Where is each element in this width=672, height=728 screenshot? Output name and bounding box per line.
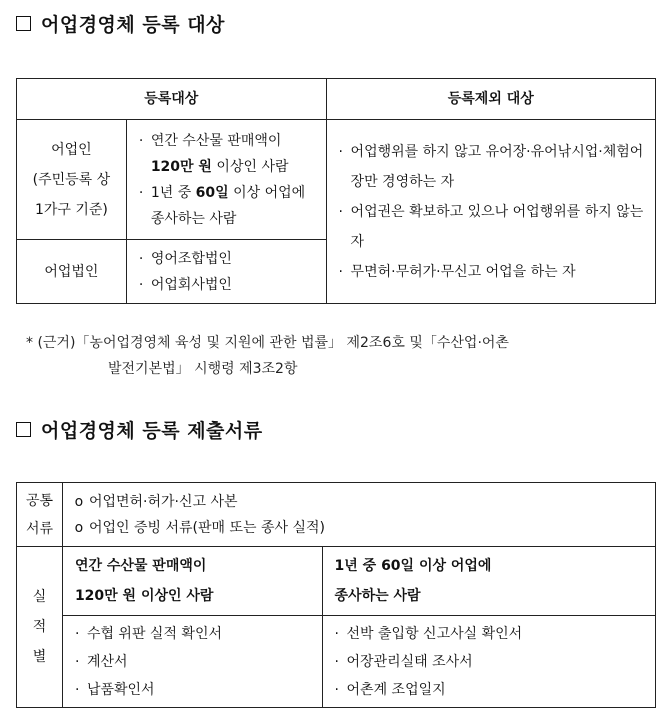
workdays-criteria-header <box>322 547 655 616</box>
sales-criteria-header <box>62 547 322 616</box>
label-common-docs <box>17 483 63 547</box>
registration-target-table <box>16 78 656 304</box>
excluded-item: · 어업권은 확보하고 있으나 어업행위를 하지 않는 자 <box>339 197 647 257</box>
label-line: 공통 <box>25 492 53 509</box>
label-line: 적 <box>32 619 47 635</box>
section2-heading <box>16 416 263 443</box>
header-line: 1년 중 60일 이상 어업에 <box>334 558 492 574</box>
note-line2: 발전기본법」 시행령 제3조2항 <box>108 361 298 377</box>
section1-heading <box>16 10 225 37</box>
workdays-doc-item: · 어장관리실태 조사서 <box>335 648 647 676</box>
label-line: (주민등록 상 <box>32 171 111 188</box>
section2-title: 어업경영체 등록 제출서류 <box>41 420 263 442</box>
sales-doc-item: · 납품확인서 <box>75 676 314 704</box>
sales-docs-list <box>62 616 322 708</box>
corporation-item: · 어업회사법인 <box>139 272 314 298</box>
common-docs-list <box>62 483 655 547</box>
header-line: 연간 수산물 판매액이 <box>74 558 207 574</box>
sales-doc-item: · 계산서 <box>75 648 314 676</box>
header-excluded: 등록제외 대상 <box>326 79 655 120</box>
header-line: 종사하는 사람 <box>334 588 421 604</box>
header-target: 등록대상 <box>17 79 327 120</box>
workdays-docs-list <box>322 616 655 708</box>
excluded-item: · 어업행위를 하지 않고 유어장·유어낚시업·체험어장만 경영하는 자 <box>339 137 647 197</box>
sales-doc-item: · 수협 위판 실적 확인서 <box>75 620 314 648</box>
workdays-doc-item: · 선박 출입항 신고사실 확인서 <box>335 620 647 648</box>
label-corporation: 어업법인 <box>17 240 127 304</box>
header-line: 120만 원 이상인 사람 <box>74 588 214 604</box>
checkbox-square-icon <box>16 422 31 437</box>
common-doc-item: o 어업인 증빙 서류(판매 또는 종사 실적) <box>69 515 647 541</box>
label-individual-docs <box>17 547 63 708</box>
checkbox-square-icon <box>16 16 31 31</box>
corporation-types <box>126 240 326 304</box>
required-documents-table <box>16 482 656 708</box>
workdays-doc-item: · 어촌계 조업일지 <box>335 676 647 704</box>
excluded-item: · 무면허·무허가·무신고 어업을 하는 자 <box>339 257 647 287</box>
label-line: 1가구 기준) <box>34 201 108 218</box>
label-line: 실 <box>32 589 47 605</box>
section1-title: 어업경영체 등록 대상 <box>41 14 225 36</box>
criteria-item: · 1년 중 60일 이상 어업에 종사하는 사람 <box>139 180 314 232</box>
label-line: 어업인 <box>51 141 92 158</box>
excluded-list-cell <box>326 120 655 304</box>
label-fisher <box>17 120 127 240</box>
legal-basis-note <box>26 330 509 382</box>
note-line1: * (근거)「농어업경영체 육성 및 지원에 관한 법률」 제2조6호 및「수산업·어촌 <box>26 335 509 351</box>
label-line: 별 <box>32 649 47 665</box>
criteria-item: · 연간 수산물 판매액이 120만 원 이상인 사람 <box>139 128 314 180</box>
fisher-criteria <box>126 120 326 240</box>
common-doc-item: o 어업면허·허가·신고 사본 <box>69 489 647 515</box>
corporation-item: · 영어조합법인 <box>139 246 314 272</box>
label-line: 서류 <box>25 520 53 537</box>
